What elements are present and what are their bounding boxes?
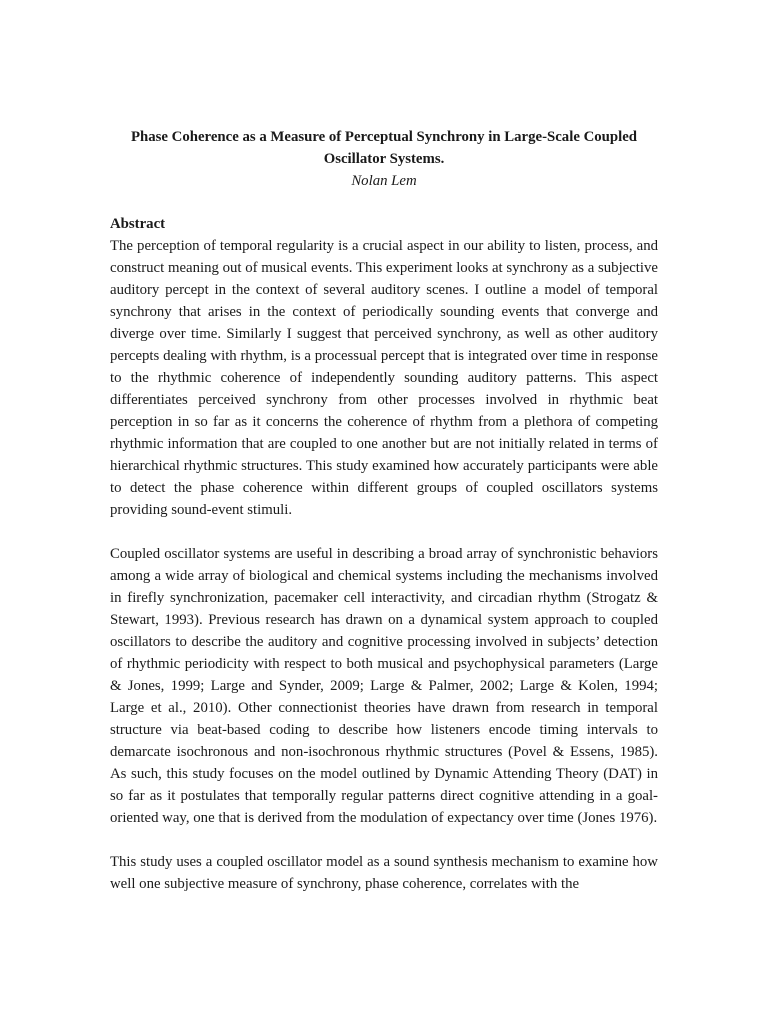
body-paragraph-study-method: This study uses a coupled oscillator model as a sound synthesis mechanism to examine how well one subjective measure of synchrony, phase coherence, correlates with the <box>110 854 658 892</box>
body-paragraph-coupled-oscillators: Coupled oscillator systems are useful in describing a broad array of synchronistic behaviors among a wide array of biological and chemical systems including the mechanisms involved in firefly synchronization, pacemaker cell interactivity, and circadian rhythm (Strogatz & Stewart, 1993). Previous research has drawn on a dynamical system approach to coupled oscillators to describe the auditory and cognitive processing involved in subjects’ detection of rhythmic periodicity with respect to both musical and psychophysical parameters (Large & Jones, 1999; Large and Synder, 2009; Large & Palmer, 2002; Large & Kolen, 1994; Large et al., 2010). Other connectionist theories have drawn from research in temporal structure via beat-based coding to describe how listeners encode timing intervals to demarcate isochronous and non-isochronous rhythmic structures (Povel & Essens, 1985). As such, this study focuses on the model outlined by Dynamic Attending Theory (DAT) in so far as it postulates that temporally regular patterns direct cognitive attending in a goal-oriented way, one that is derived from the modulation of expectancy over time (Jones 1976). <box>110 546 658 826</box>
paper-title-line-1: Phase Coherence as a Measure of Perceptual Synchrony in Large-Scale Coupled <box>130 129 638 145</box>
abstract-paragraph: The perception of temporal regularity is a crucial aspect in our ability to listen, process, and construct meaning out of musical events. This experiment looks at synchrony as a subjective auditory percept in the context of several auditory scenes. I outline a model of temporal synchrony that arises in the context of periodically sounding events that converge and diverge over time. Similarly I suggest that perceived synchrony, as well as other auditory percepts dealing with rhythm, is a processual percept that is integrated over time in response to the rhythmic coherence of independently sounding auditory patterns. This aspect differentiates perceived synchrony from other processes involved in rhythmic beat perception in so far as it concerns the coherence of rhythm from a plethora of competing rhythmic information that are coupled to one another but are not initially related in terms of hierarchical rhythmic structures. This study examined how accurately participants were able to detect the phase coherence within different groups of coupled oscillators systems providing sound-event stimuli. <box>110 238 658 518</box>
paper-title <box>110 126 658 170</box>
paper-author: Nolan Lem <box>351 173 417 189</box>
paper-title-line-2: Oscillator Systems. <box>323 151 445 167</box>
abstract-heading: Abstract <box>110 216 166 232</box>
